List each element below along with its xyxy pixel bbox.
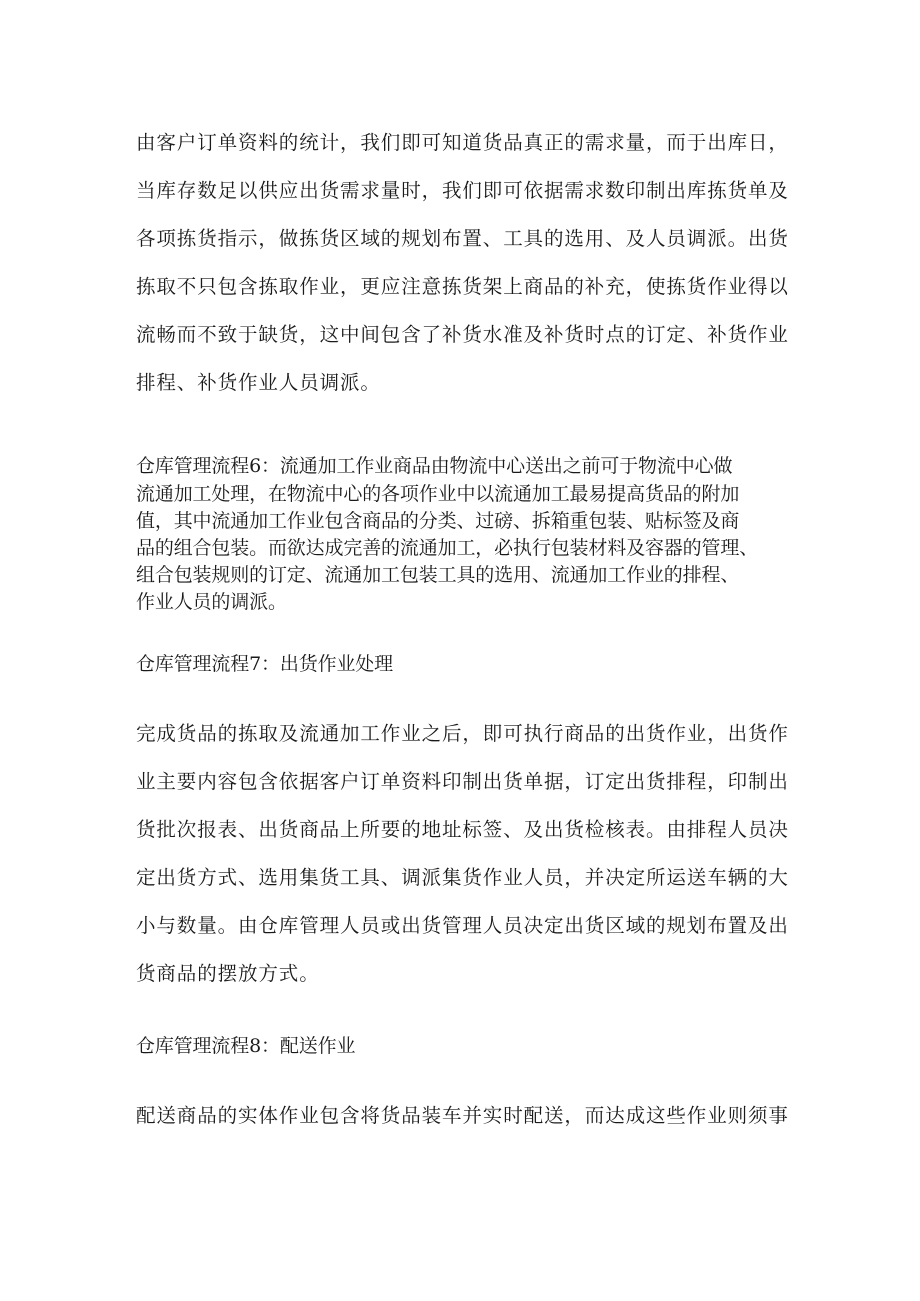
shipping-line-3: 货批次报表、出货商品上所要的地址标签、及出货检核表。由排程人员决	[136, 818, 789, 841]
delivery-line-1: 配送商品的实体作业包含将货品装车并实时配送，而达成这些作业则须事	[136, 1104, 789, 1127]
flow6-line-3: 值，其中流通加工作业包含商品的分类、过磅、拆箱重包装、贴标签及商	[136, 510, 740, 532]
shipping-line-4: 定出货方式、选用集货工具、调派集货作业人员，并决定所运送车辆的大	[136, 866, 789, 889]
flow6-line-2: 流通加工处理，在物流中心的各项作业中以流通加工最易提高货品的附加	[136, 483, 740, 505]
picking-line-5: 流畅而不致于缺货，这中间包含了补货水准及补货时点的订定、补货作业	[136, 323, 789, 346]
shipping-line-5: 小与数量。由仓库管理人员或出货管理人员决定出货区域的规划布置及出	[136, 914, 789, 937]
flow6-line-5: 组合包装规则的订定、流通加工包装工具的选用、流通加工作业的排程、	[136, 564, 740, 586]
flow8-heading: 仓库管理流程8：配送作业	[136, 1035, 356, 1057]
shipping-line-6: 货商品的摆放方式。	[136, 962, 320, 985]
shipping-line-2: 业主要内容包含依据客户订单资料印制出货单据，订定出货排程，印制出	[136, 770, 789, 793]
picking-line-3: 各项拣货指示，做拣货区域的规划布置、工具的选用、及人员调派。出货	[136, 227, 789, 250]
picking-line-1: 由客户订单资料的统计，我们即可知道货品真正的需求量，而于出库日，	[136, 131, 789, 154]
flow6-line-1: 仓库管理流程6：流通加工作业商品由物流中心送出之前可于物流中心做	[136, 455, 733, 477]
flow6-line-4: 品的组合包装。而欲达成完善的流通加工，必执行包装材料及容器的管理、	[136, 537, 759, 559]
flow7-heading: 仓库管理流程7：出货作业处理	[136, 653, 393, 675]
shipping-line-1: 完成货品的拣取及流通加工作业之后，即可执行商品的出货作业，出货作	[136, 722, 789, 745]
flow6-line-6: 作业人员的调派。	[136, 591, 287, 613]
picking-line-6: 排程、补货作业人员调派。	[136, 371, 381, 394]
picking-line-4: 拣取不只包含拣取作业，更应注意拣货架上商品的补充，使拣货作业得以	[136, 275, 789, 298]
picking-line-2: 当库存数足以供应出货需求量时，我们即可依据需求数印制出库拣货单及	[136, 179, 789, 202]
